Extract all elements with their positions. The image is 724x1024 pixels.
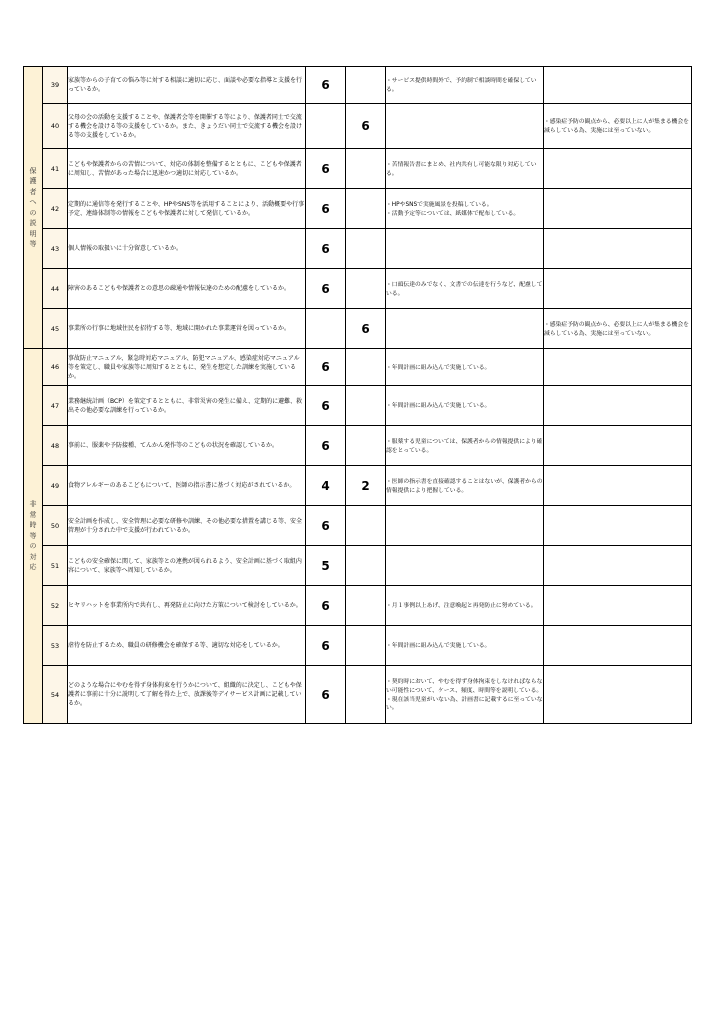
section-label-text: 保護者への説明等 — [29, 166, 37, 248]
item-number: 50 — [43, 506, 68, 546]
note-line: ・契約時において、やむを得ず身体拘束をしなければならない可能性について、ケース、頻度、時間等を説明している。 — [386, 679, 543, 694]
table-row — [24, 149, 692, 189]
yes-count: 6 — [306, 229, 346, 269]
no-count — [346, 386, 386, 426]
note-line: ・口頭伝達のみでなく、文書での伝達を行うなど、配慮している。 — [386, 281, 543, 297]
item-number: 54 — [43, 666, 68, 724]
no-count — [346, 426, 386, 466]
no-count — [346, 546, 386, 586]
improvement-note — [386, 67, 544, 104]
opinion-note — [544, 666, 692, 724]
table-row — [24, 466, 692, 506]
note-line: ・年間計画に組み込んで実施している。 — [386, 643, 491, 650]
note-line: ・活動予定等については、紙媒体で配布している。 — [386, 210, 520, 217]
note-line: ・服薬する児童については、保護者からの情報提供により確認をとっている。 — [386, 438, 543, 454]
item-number: 45 — [43, 309, 68, 349]
item-text: 業務継続計画（BCP）を策定するとともに、非常災害の発生に備え、定期的に避難、救出その他必要な訓練を行っているか。 — [68, 386, 306, 426]
yes-count: 6 — [306, 386, 346, 426]
opinion-note — [544, 309, 692, 349]
no-count: 2 — [346, 466, 386, 506]
note-line: ・感染症予防の観点から、必要以上に人が集まる機会を減らしている為、実施には至っていない。 — [544, 119, 689, 134]
item-number: 43 — [43, 229, 68, 269]
yes-count: 6 — [306, 506, 346, 546]
improvement-note — [386, 309, 544, 349]
yes-count: 6 — [306, 626, 346, 666]
improvement-note — [386, 149, 544, 189]
item-text: どのような場合にやむを得ず身体拘束を行うかについて、組織的に決定し、こどもや保護者に事前に十分に説明して了解を得た上で、放課後等デイサービス計画に記載しているか。 — [68, 666, 306, 724]
item-number: 49 — [43, 466, 68, 506]
table-row — [24, 229, 692, 269]
section-label — [24, 349, 43, 724]
improvement-note — [386, 269, 544, 309]
note-line: ・サービス提供時間外で、予約制で相談時間を確保している。 — [386, 78, 537, 93]
opinion-note — [544, 149, 692, 189]
item-text: こどもの安全確保に関して、家族等との連携が図られるよう、安全計画に基づく取組内容について、家族等へ周知しているか。 — [68, 546, 306, 586]
opinion-note — [544, 506, 692, 546]
yes-count: 6 — [306, 586, 346, 626]
item-text: 事業所の行事に地域住民を招待する等、地域に開かれた事業運営を図っているか。 — [68, 309, 306, 349]
note-line: ・HPやSNSで実施風景を投稿している。 — [386, 201, 493, 208]
opinion-note — [544, 229, 692, 269]
note-line: ・年間計画に組み込んで実施している。 — [386, 364, 491, 371]
table-row — [24, 349, 692, 386]
item-number: 51 — [43, 546, 68, 586]
table-row — [24, 104, 692, 149]
item-text: 虐待を防止するため、職員の研修機会を確保する等、適切な対応をしているか。 — [68, 626, 306, 666]
yes-count: 6 — [306, 426, 346, 466]
table-row — [24, 666, 692, 724]
no-count — [346, 149, 386, 189]
yes-count: 5 — [306, 546, 346, 586]
no-count: 6 — [346, 309, 386, 349]
improvement-note — [386, 349, 544, 386]
item-text: 食物アレルギーのあるこどもについて、医師の指示書に基づく対応がされているか。 — [68, 466, 306, 506]
item-number: 44 — [43, 269, 68, 309]
yes-count — [306, 309, 346, 349]
item-text: ヒヤリハットを事業所内で共有し、再発防止に向けた方策について検討をしているか。 — [68, 586, 306, 626]
note-line: ・現在該当児童がいない為、計画書に記載するに至っていない。 — [386, 696, 543, 712]
item-text: 個人情報の取扱いに十分留意しているか。 — [68, 229, 306, 269]
evaluation-table — [23, 66, 692, 724]
table-row — [24, 426, 692, 466]
opinion-note — [544, 189, 692, 229]
table-row — [24, 189, 692, 229]
item-number: 46 — [43, 349, 68, 386]
table-row — [24, 546, 692, 586]
item-text: 安全計画を作成し、安全管理に必要な研修や訓練、その他必要な措置を講じる等、安全管理が十分された中で支援が行われているか。 — [68, 506, 306, 546]
no-count — [346, 349, 386, 386]
opinion-note — [544, 269, 692, 309]
item-text: 家族等からの子育ての悩み等に対する相談に適切に応じ、面談や必要な指導と支援を行っているか。 — [68, 67, 306, 104]
yes-count: 6 — [306, 189, 346, 229]
item-number: 41 — [43, 149, 68, 189]
improvement-note — [386, 189, 544, 229]
opinion-note — [544, 586, 692, 626]
item-text: 定期的に通信等を発行することや、HPやSNS等を活用することにより、活動概要や行事予定、連絡体制等の情報をこどもや保護者に対して発信しているか。 — [68, 189, 306, 229]
item-text: 父母の会の活動を支援することや、保護者会等を開催する等により、保護者同士で交流する機会を設ける等の支援をしているか。また、きょうだい同士で交流する機会を設ける等の支援をしているか。 — [68, 104, 306, 149]
improvement-note — [386, 229, 544, 269]
no-count — [346, 269, 386, 309]
item-number: 39 — [43, 67, 68, 104]
section-label-text: 非常時等の対応 — [29, 500, 37, 572]
improvement-note — [386, 466, 544, 506]
table-row — [24, 626, 692, 666]
opinion-note — [544, 349, 692, 386]
item-text: 障害のあるこどもや保護者との意思の疎通や情報伝達のための配慮をしているか。 — [68, 269, 306, 309]
no-count — [346, 67, 386, 104]
no-count — [346, 506, 386, 546]
yes-count: 6 — [306, 666, 346, 724]
no-count — [346, 666, 386, 724]
note-line: ・年間計画に組み込んで実施している。 — [386, 403, 491, 410]
note-line: ・月１事例以上あげ、注意喚起と再発防止に努めている。 — [386, 603, 537, 610]
improvement-note — [386, 626, 544, 666]
opinion-note — [544, 626, 692, 666]
improvement-note — [386, 386, 544, 426]
opinion-note — [544, 426, 692, 466]
yes-count: 6 — [306, 149, 346, 189]
improvement-note — [386, 586, 544, 626]
table-body — [24, 67, 692, 724]
item-text: 事前に、服薬や予防接種、てんかん発作等のこどもの状況を確認しているか。 — [68, 426, 306, 466]
improvement-note — [386, 426, 544, 466]
improvement-note — [386, 546, 544, 586]
table-row — [24, 309, 692, 349]
table-row — [24, 269, 692, 309]
no-count — [346, 189, 386, 229]
item-number: 42 — [43, 189, 68, 229]
item-number: 52 — [43, 586, 68, 626]
item-text: こどもや保護者からの苦情について、対応の体制を整備するとともに、こどもや保護者に周知し、苦情があった場合に迅速かつ適切に対応しているか。 — [68, 149, 306, 189]
table-row — [24, 586, 692, 626]
improvement-note — [386, 506, 544, 546]
yes-count — [306, 104, 346, 149]
opinion-note — [544, 466, 692, 506]
improvement-note — [386, 666, 544, 724]
opinion-note — [544, 546, 692, 586]
improvement-note — [386, 104, 544, 149]
opinion-note — [544, 104, 692, 149]
note-line: ・医師の指示書を直接確認することはないが、保護者からの情報提供により把握している。 — [386, 478, 543, 494]
yes-count: 6 — [306, 349, 346, 386]
note-line: ・感染症予防の観点から、必要以上に人が集まる機会を減らしている為、実施には至っていない。 — [544, 321, 689, 337]
item-number: 40 — [43, 104, 68, 149]
note-line: ・苦情報告書にまとめ、社内共有し可能な限り対応している。 — [386, 161, 537, 177]
item-text: 事故防止マニュアル、緊急時対応マニュアル、防犯マニュアル、感染症対応マニュアル等を策定し、職員や家族等に周知するとともに、発生を想定した訓練を実施しているか。 — [68, 349, 306, 386]
opinion-note — [544, 67, 692, 104]
item-number: 53 — [43, 626, 68, 666]
item-number: 48 — [43, 426, 68, 466]
table-row — [24, 506, 692, 546]
item-number: 47 — [43, 386, 68, 426]
table-row — [24, 386, 692, 426]
opinion-note — [544, 386, 692, 426]
no-count — [346, 586, 386, 626]
yes-count: 4 — [306, 466, 346, 506]
no-count — [346, 229, 386, 269]
no-count: 6 — [346, 104, 386, 149]
section-label — [24, 67, 43, 349]
yes-count: 6 — [306, 67, 346, 104]
yes-count: 6 — [306, 269, 346, 309]
no-count — [346, 626, 386, 666]
table-row — [24, 67, 692, 104]
